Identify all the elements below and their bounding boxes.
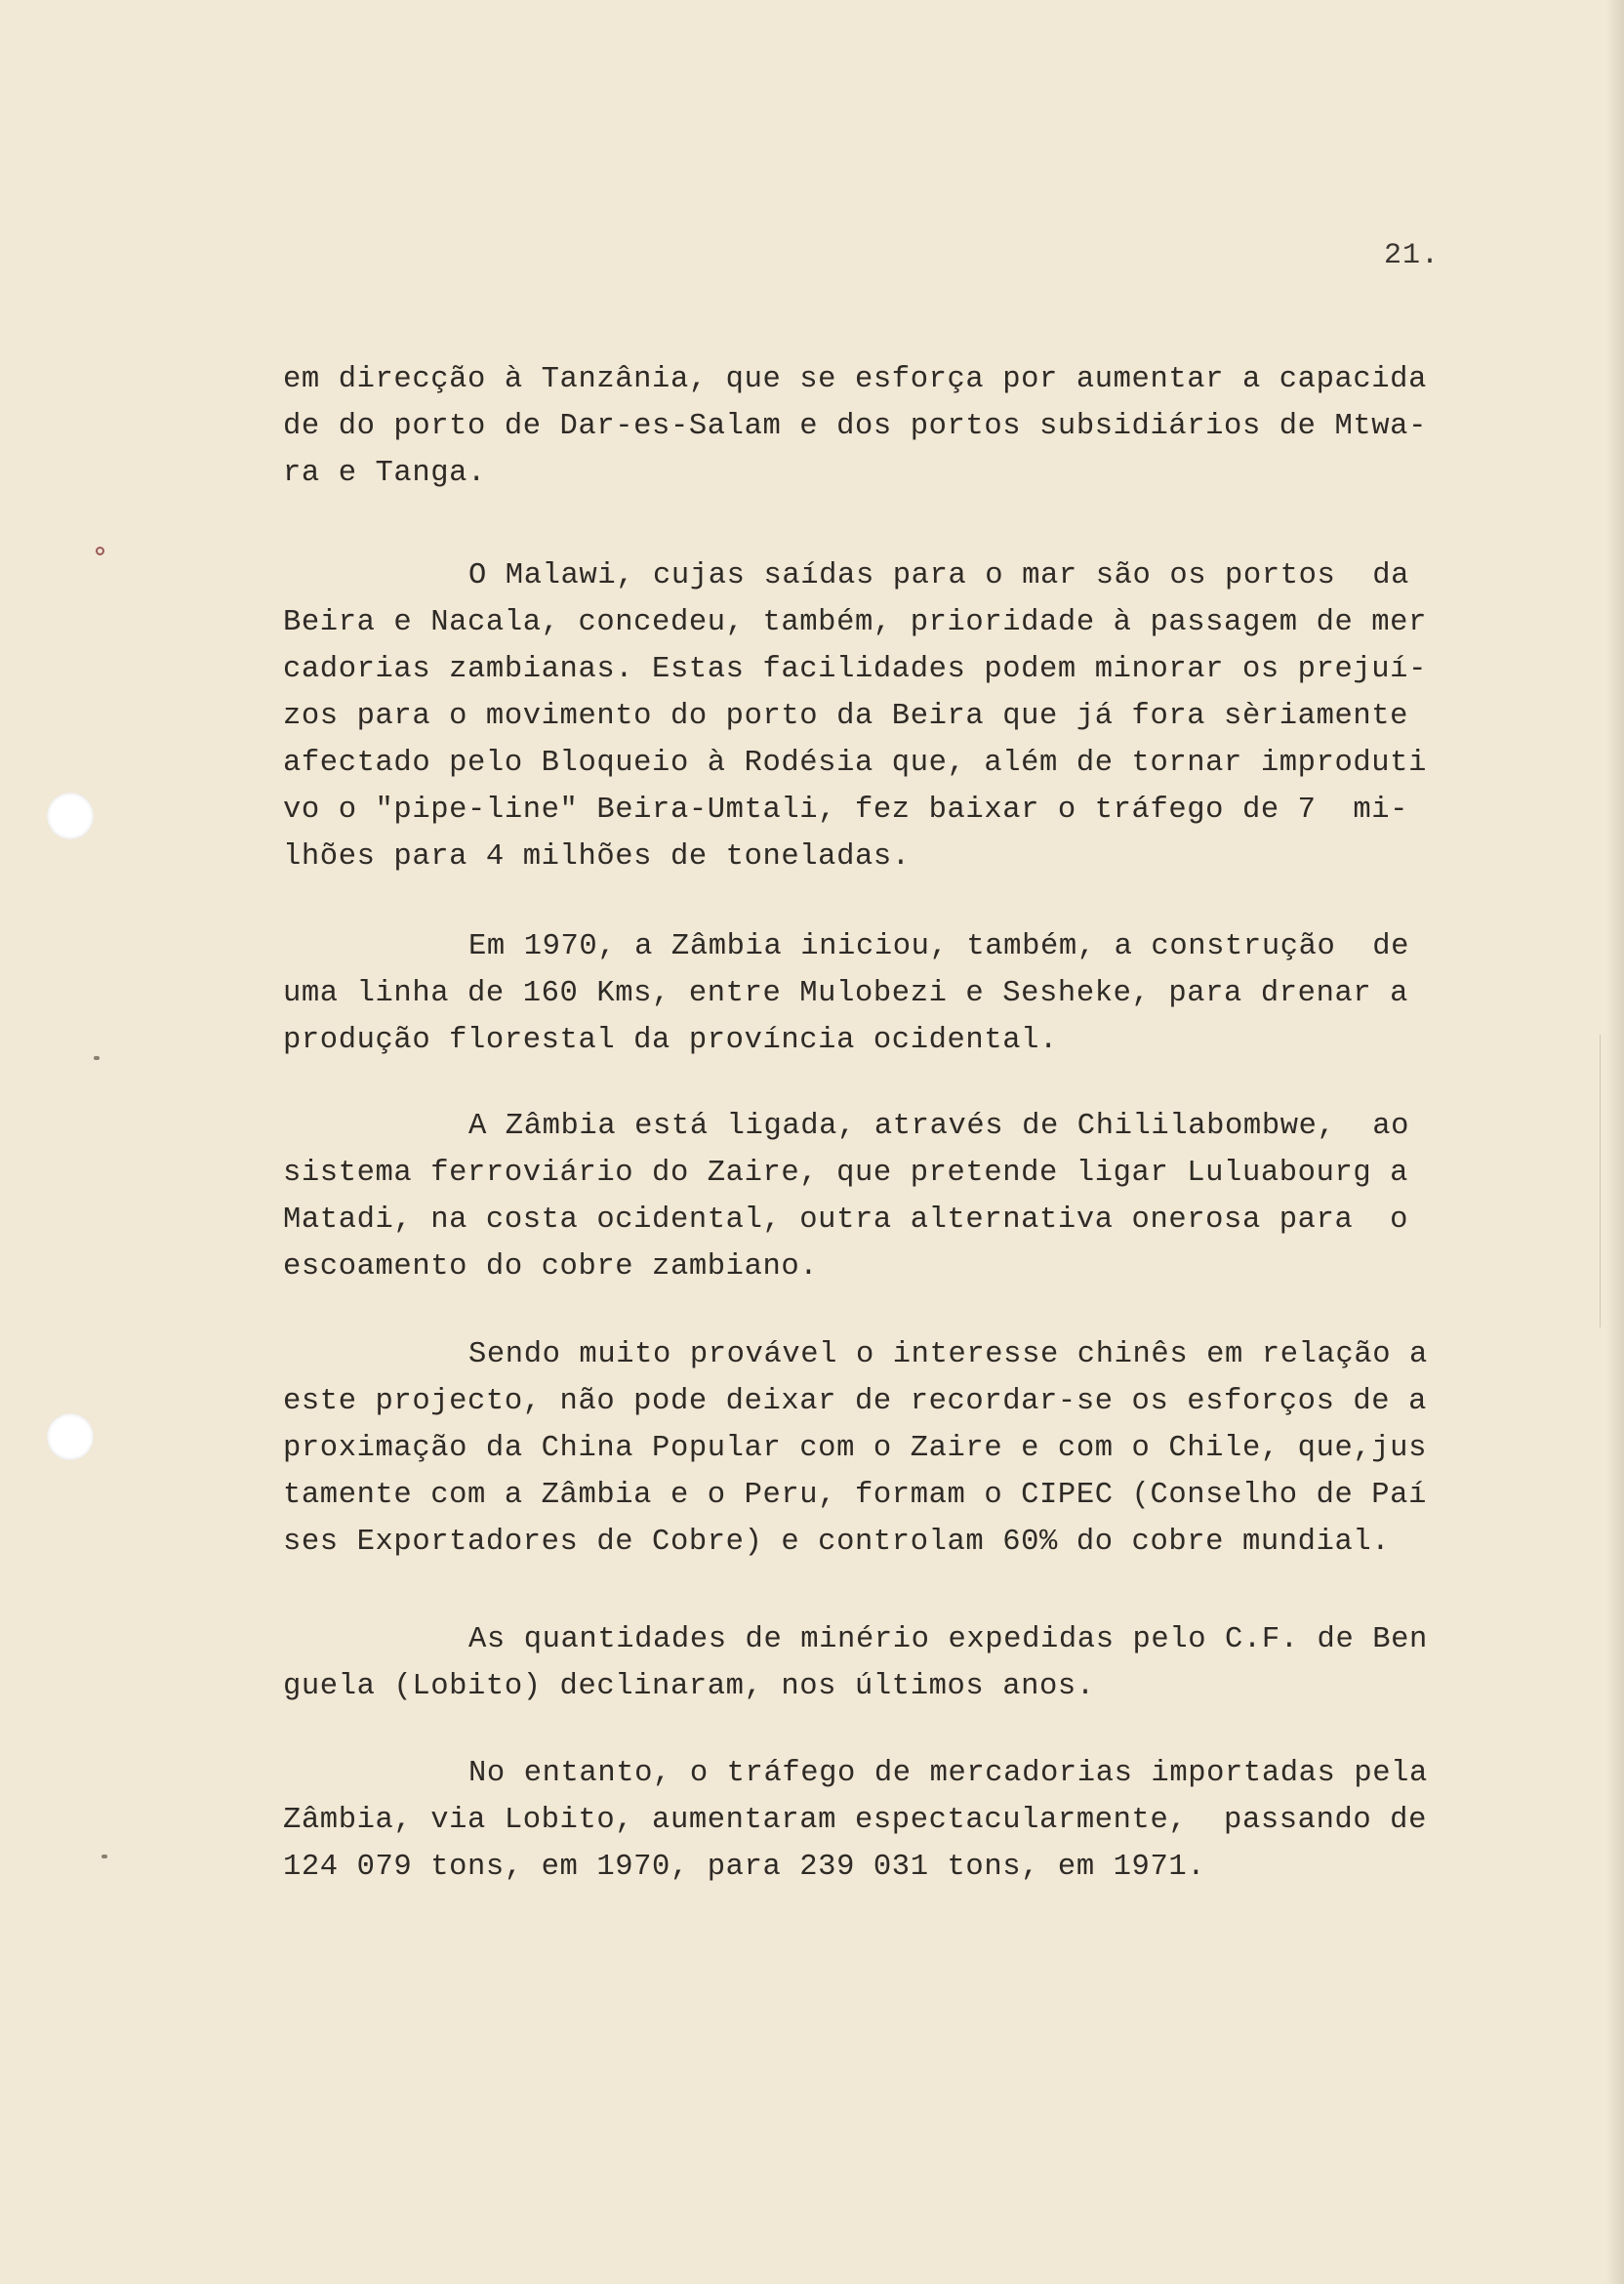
paragraph-malawi <box>283 552 1493 880</box>
paragraph-benguela <box>283 1616 1493 1710</box>
punch-hole-bottom <box>47 1413 94 1460</box>
text-line: afectado pelo Bloqueio à Rodésia que, além de tornar improduti <box>283 747 1427 780</box>
text-line: Em 1970, a Zâmbia iniciou, também, a construção de <box>468 930 1410 963</box>
paragraph-zaire <box>283 1103 1493 1290</box>
paragraph-tanzania <box>283 356 1493 497</box>
text-line: ra e Tanga. <box>283 457 486 490</box>
margin-mark <box>96 547 104 555</box>
text-line: guela (Lobito) declinaram, nos últimos anos. <box>283 1670 1095 1703</box>
text-line: uma linha de 160 Kms, entre Mulobezi e Sesheke, para drenar a <box>283 977 1409 1010</box>
text-line: lhões para 4 milhões de toneladas. <box>283 840 911 874</box>
text-line: cadorias zambianas. Estas facilidades podem minorar os prejuí- <box>283 653 1427 686</box>
text-line: Sendo muito provável o interesse chinês em relação a <box>468 1338 1428 1371</box>
text-line: escoamento do cobre zambiano. <box>283 1250 819 1284</box>
text-line: sistema ferroviário do Zaire, que pretende ligar Luluabourg a <box>283 1157 1409 1190</box>
text-line: zos para o movimento do porto da Beira que já fora sèriamente <box>283 700 1409 733</box>
text-line: No entanto, o tráfego de mercadorias importadas pela <box>468 1757 1428 1790</box>
page-fold-mark <box>1600 1035 1624 1327</box>
text-line: O Malawi, cujas saídas para o mar são os portos da <box>468 559 1410 592</box>
punch-hole-top <box>47 793 94 839</box>
text-line: proximação da China Popular com o Zaire e com o Chile, que,jus <box>283 1432 1427 1465</box>
text-line: produção florestal da província ocidental. <box>283 1024 1058 1057</box>
text-line: em direcção à Tanzânia, que se esforça por aumentar a capacida <box>283 363 1427 396</box>
text-line: 124 079 tons, em 1970, para 239 031 tons, em 1971. <box>283 1851 1206 1884</box>
paragraph-china <box>283 1331 1493 1566</box>
text-line: de do porto de Dar-es-Salam e dos portos subsidiários de Mtwa- <box>283 410 1427 443</box>
paragraph-lobito-traffic <box>283 1750 1493 1891</box>
margin-mark <box>102 1855 107 1858</box>
text-line: Matadi, na costa ocidental, outra alternativa onerosa para o <box>283 1203 1409 1237</box>
paragraph-railway-1970 <box>283 923 1493 1064</box>
text-line: tamente com a Zâmbia e o Peru, formam o CIPEC (Conselho de Paí <box>283 1479 1427 1512</box>
text-line: A Zâmbia está ligada, através de Chililabombwe, ao <box>468 1110 1410 1143</box>
text-line: este projecto, não pode deixar de recordar-se os esforços de a <box>283 1385 1427 1418</box>
text-line: Zâmbia, via Lobito, aumentaram espectacularmente, passando de <box>283 1804 1427 1837</box>
margin-mark <box>94 1056 100 1060</box>
text-line: ses Exportadores de Cobre) e controlam 60% do cobre mundial. <box>283 1526 1391 1559</box>
text-line: Beira e Nacala, concedeu, também, prioridade à passagem de mer <box>283 606 1427 639</box>
text-line: vo o "pipe-line" Beira-Umtali, fez baixar o tráfego de 7 mi- <box>283 794 1409 827</box>
text-line: As quantidades de minério expedidas pelo C.F. de Ben <box>468 1623 1428 1656</box>
page-number: 21. <box>1384 239 1441 272</box>
